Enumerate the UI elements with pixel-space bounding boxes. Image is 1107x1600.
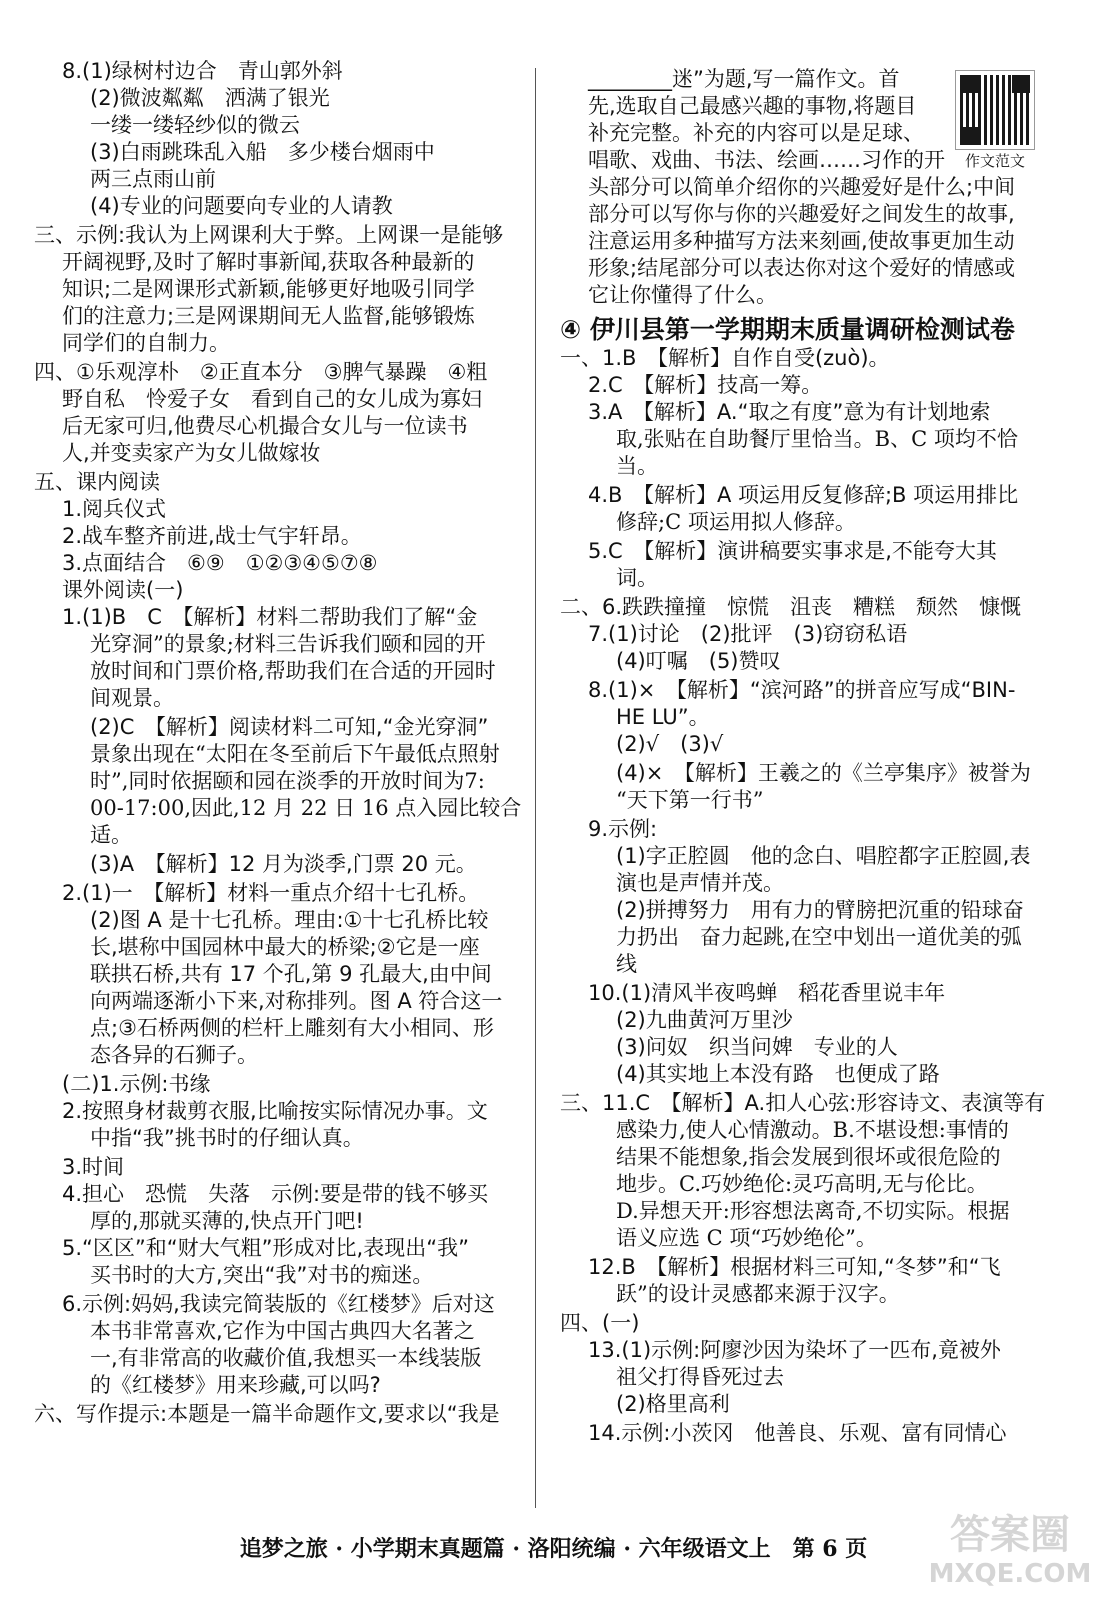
answer-line: 7.(1)讨论 (2)批评 (3)窃窃私语	[588, 622, 908, 646]
answer-line: 四、(一)	[560, 1311, 640, 1335]
answer-line: 的《红楼梦》用来珍藏,可以吗?	[90, 1373, 381, 1397]
answer-line: 点;③石桥两侧的栏杆上雕刻有大小相同、形	[90, 1016, 494, 1040]
answer-line: 景象出现在“太阳在冬至前后下午最低点照射	[90, 742, 500, 766]
answer-line: 们的注意力;三是网课期间无人监督,能够锻炼	[62, 304, 475, 328]
column-divider	[535, 68, 536, 1508]
answer-line: 三、11.C 【解析】A.扣人心弦:形容诗文、表演等有	[560, 1091, 1046, 1115]
answer-line: 长,堪称中国园林中最大的桥梁;②它是一座	[90, 935, 480, 959]
answer-line: 跃”的设计灵感都来源于汉字。	[616, 1282, 900, 1306]
answer-line: 2.C 【解析】技高一筹。	[588, 373, 823, 397]
answer-line: 向两端逐渐小下来,对称排列。图 A 符合这一	[90, 989, 503, 1013]
answer-line: (4)其实地上本没有路 也便成了路	[616, 1062, 940, 1086]
answer-line: “天下第一行书”	[616, 788, 764, 812]
answer-line: 当。	[616, 454, 658, 478]
answer-line: 5.“区区”和“财大气粗”形成对比,表现出“我”	[62, 1236, 469, 1260]
answer-line: 形象;结尾部分可以表达你对这个爱好的情感或	[588, 256, 1016, 280]
answer-line: D.异想天开:形容想法离奇,不切实际。根据	[616, 1199, 1010, 1223]
answer-line: 部分可以写你与你的兴趣爱好之间发生的故事,	[588, 202, 1015, 226]
answer-line: 本书非常喜欢,它作为中国古典四大名著之	[90, 1319, 475, 1343]
answer-line: (2)微波粼粼 洒满了银光	[90, 86, 330, 110]
answer-line: 五、课内阅读	[34, 470, 160, 494]
answer-line: 六、写作提示:本题是一篇半命题作文,要求以“我是	[34, 1402, 500, 1426]
answer-line: (2)拼搏努力 用有力的臂膀把沉重的铅球奋	[616, 898, 1024, 922]
answer-line: 感染力,使人心情激动。B.不堪设想:事情的	[616, 1118, 1009, 1142]
answer-line: 地步。C.巧妙绝伦:灵巧高明,无与伦比。	[616, 1172, 988, 1196]
answer-line: (4)专业的问题要向专业的人请教	[90, 194, 393, 218]
answer-line: 4.B 【解析】A 项运用反复修辞;B 项运用排比	[588, 483, 1019, 507]
answer-line: 14.示例:小茨冈 他善良、乐观、富有同情心	[588, 1421, 1007, 1445]
answer-line: 一缕一缕轻纱似的微云	[90, 113, 300, 137]
answer-line: 注意运用多种描写方法来刻画,使故事更加生动	[588, 229, 1015, 253]
answer-line: 三、示例:我认为上网课利大于弊。上网课一是能够	[34, 223, 504, 247]
answer-line: 力扔出 奋力起跳,在空中划出一道优美的弧	[616, 925, 1022, 949]
watermark-logo-icon	[925, 1500, 1095, 1590]
qr-caption: 作文范文	[964, 152, 1025, 170]
answer-line: 间观景。	[90, 686, 174, 710]
answer-line: 8.(1)× 【解析】“滨河路”的拼音应写成“BIN-	[588, 678, 1016, 702]
answer-line: 知识;二是网课形式新颖,能够更好地吸引同学	[62, 277, 475, 301]
answer-line: 课外阅读(一)	[62, 578, 184, 602]
answer-line: (2)√ (3)√	[616, 732, 724, 756]
answer-line: 4.担心 恐慌 失落 示例:要是带的钱不够买	[62, 1182, 489, 1206]
answer-line: 放时间和门票价格,帮助我们在合适的开园时	[90, 659, 496, 683]
answer-line: 13.(1)示例:阿廖沙因为染坏了一匹布,竟被外	[588, 1338, 1001, 1362]
answer-line: 祖父打得昏死过去	[616, 1365, 784, 1389]
answer-line: 语义应选 C 项“巧妙绝伦”。	[616, 1226, 877, 1250]
answer-line: 一,有非常高的收藏价值,我想买一本线装版	[90, 1346, 482, 1370]
answer-line: 修辞;C 项运用拟人修辞。	[616, 510, 856, 534]
answer-line: 厚的,那就买薄的,快点开门吧!	[90, 1209, 364, 1233]
answer-line: 取,张贴在自助餐厅里恰当。B、C 项均不恰	[616, 427, 1018, 451]
answer-line: 开阔视野,及时了解时事新闻,获取各种最新的	[62, 250, 475, 274]
answer-line: 3.点面结合 ⑥⑨ ①②③④⑤⑦⑧	[62, 551, 378, 575]
answer-line: 买书时的大方,突出“我”对书的痴迷。	[90, 1263, 434, 1287]
answer-line: (2)九曲黄河万里沙	[616, 1008, 793, 1032]
answer-line: 补充完整。补充的内容可以是足球、	[588, 121, 924, 145]
answer-line: 联拱石桥,共有 17 个孔,第 9 孔最大,由中间	[90, 962, 492, 986]
answer-line: (二)1.示例:书缘	[62, 1072, 211, 1096]
answer-line: 2.按照身材裁剪衣服,比喻按实际情况办事。文	[62, 1099, 488, 1123]
answer-line: 12.B 【解析】根据材料三可知,“冬梦”和“飞	[588, 1255, 1001, 1279]
answer-line: (3)A 【解析】12 月为淡季,门票 20 元。	[90, 852, 477, 876]
answer-line: 5.C 【解析】演讲稿要实事求是,不能夸大其	[588, 539, 997, 563]
answer-line: 唱歌、戏曲、书法、绘画……习作的开	[588, 148, 945, 172]
answer-line: 8.(1)绿树村边合 青山郭外斜	[62, 59, 343, 83]
answer-line: (4)叮嘱 (5)赞叹	[616, 649, 781, 673]
answer-line: 中指“我”挑书时的仔细认真。	[90, 1126, 364, 1150]
answer-line: 词。	[616, 566, 658, 590]
page-footer: 追梦之旅 · 小学期末真题篇 · 洛阳统编 · 六年级语文上 第 6 页	[239, 1536, 868, 1562]
watermark-text: 答案圈	[950, 1512, 1070, 1558]
answer-line: 野自私 怜爱子女 看到自己的女儿成为寡妇	[62, 387, 482, 411]
answer-line: 10.(1)清风半夜鸣蝉 稻花香里说丰年	[588, 981, 946, 1005]
answer-line: 3.A 【解析】A.“取之有度”意为有计划地索	[588, 400, 991, 424]
answer-line: 二、6.跌跌撞撞 惊慌 沮丧 糟糕 颓然 慷慨	[560, 595, 1022, 619]
answer-line: 1.阅兵仪式	[62, 497, 167, 521]
answer-line: 光穿洞”的景象;材料三告诉我们颐和园的开	[90, 632, 486, 656]
answer-line: (2)图 A 是十七孔桥。理由:①十七孔桥比较	[90, 908, 489, 932]
answer-line: 它让你懂得了什么。	[588, 283, 777, 307]
answer-line: 3.时间	[62, 1155, 125, 1179]
answer-line: 结果不能想象,指会发展到很坏或很危险的	[616, 1145, 1001, 1169]
answer-line: (2)C 【解析】阅读材料二可知,“金光穿洞”	[90, 715, 489, 739]
answer-line: (3)白雨跳珠乱入船 多少楼台烟雨中	[90, 140, 435, 164]
answer-line: (2)格里高利	[616, 1392, 730, 1416]
answer-line: 先,选取自己最感兴趣的事物,将题目	[588, 94, 917, 118]
answer-line: 一、1.B 【解析】自作自受(zuò)。	[560, 346, 890, 370]
answer-line: 头部分可以简单介绍你的兴趣爱好是什么;中间	[588, 175, 1016, 199]
answer-line: 四、①乐观淳朴 ②正直本分 ③脾气暴躁 ④粗	[34, 360, 488, 384]
answer-line: 2.战车整齐前进,战士气宇轩昂。	[62, 524, 362, 548]
answer-line: 00-17:00,因此,12 月 22 日 16 点入园比较合	[90, 796, 522, 820]
answer-line: 同学们的自制力。	[62, 331, 230, 355]
answer-line: 时”,同时依据颐和园在淡季的开放时间为7:	[90, 769, 485, 793]
answer-line: 后无家可归,他费尽心机撮合女儿与一位读书	[62, 414, 468, 438]
answer-line: 演也是声情并茂。	[616, 871, 784, 895]
answer-line: 人,并变卖家产为女儿做嫁妆	[62, 441, 321, 465]
answer-line: (1)字正腔圆 他的念白、唱腔都字正腔圆,表	[616, 844, 1031, 868]
answer-line: (4)× 【解析】王羲之的《兰亭集序》被誉为	[616, 761, 1031, 785]
answer-line: 1.(1)B C 【解析】材料二帮助我们了解“金	[62, 605, 478, 629]
answer-line: ________迷”为题,写一篇作文。首	[588, 67, 900, 91]
answer-line: 两三点雨山前	[90, 167, 216, 191]
watermark-url: MXQE.COM	[928, 1559, 1092, 1589]
answer-line: 适。	[90, 823, 132, 847]
answer-line: (3)问奴 织当问婢 专业的人	[616, 1035, 898, 1059]
answer-line: 线	[616, 952, 637, 976]
section-title: ④ 伊川县第一学期期末质量调研检测试卷	[560, 315, 1015, 344]
answer-line: HE LU”。	[616, 705, 710, 729]
answer-line: 9.示例:	[588, 817, 658, 841]
answer-line: 2.(1)一 【解析】材料一重点介绍十七孔桥。	[62, 881, 480, 905]
qr-code-icon[interactable]	[955, 70, 1035, 150]
answer-line: 态各异的石狮子。	[90, 1043, 258, 1067]
answer-line: 6.示例:妈妈,我读完简装版的《红楼梦》后对这	[62, 1292, 495, 1316]
